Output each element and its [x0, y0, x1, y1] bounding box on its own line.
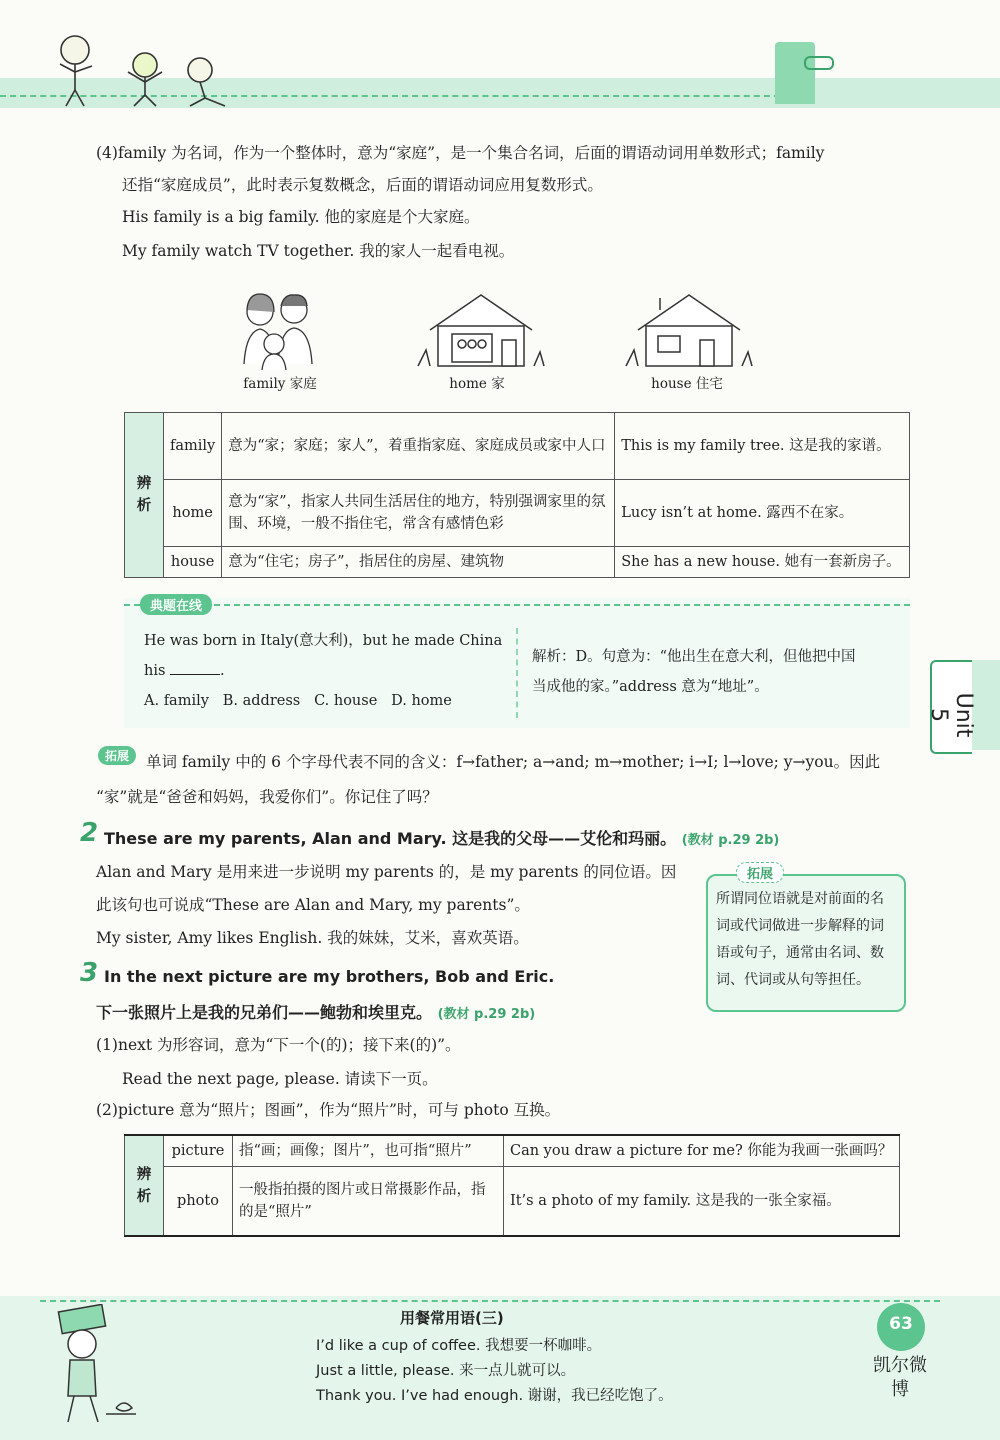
- extension-badge: 拓展: [98, 746, 136, 765]
- point3-text: (1)next 为形容词，意为“下一个(的)；接下来(的)”。: [96, 1036, 461, 1054]
- point2-text: Alan and Mary 是用来进一步说明 my parents 的，是 my parents 的同位语。因: [96, 863, 677, 881]
- example-sentence: His family is a big family. 他的家庭是个大家庭。: [122, 208, 480, 226]
- comparison-table-family-home-house: [124, 412, 910, 578]
- options-row: [144, 690, 452, 712]
- table-cell-example: Lucy isn’t at home. 露西不在家。: [615, 480, 910, 547]
- brand-label: 凯尔微博: [873, 1355, 927, 1400]
- note-text: 所谓同位语就是对前面的名词或代词做进一步解释的词语或句子，通常由名词、数词、代词或从句等担任。: [716, 891, 884, 988]
- table-side-label: 辨析: [125, 1135, 164, 1236]
- para-family-1: (4)family 为名词，作为一个整体时，意为“家庭”，是一个集合名词，后面的谓语动词用单数形式；family: [96, 144, 825, 162]
- answer-blank: [170, 660, 220, 675]
- point-heading-text: These are my parents, Alan and Mary. 这是我的父母——艾伦和玛丽。: [104, 829, 677, 848]
- table-row: [125, 480, 910, 547]
- kids-illustration: [40, 20, 240, 110]
- header-tab: [775, 42, 815, 104]
- footer-line: I’d like a cup of coffee. 我想要一杯咖啡。: [316, 1338, 602, 1354]
- footer-line: Thank you. I’ve had enough. 谢谢，我已经吃饱了。: [316, 1388, 673, 1404]
- comparison-table-picture-photo: [124, 1134, 900, 1237]
- table-cell-word: home: [164, 480, 222, 547]
- question-prefix: his: [144, 663, 166, 679]
- table-cell-word: house: [164, 547, 222, 578]
- paperclip-icon: [804, 56, 834, 70]
- point-heading-cn-text: 下一张照片上是我的兄弟们——鲍勃和埃里克。: [96, 1003, 433, 1022]
- point2-text: 此该句也可说成“These are Alan and Mary, my parents”。: [96, 896, 530, 914]
- boy-reading-illustration: [40, 1304, 150, 1430]
- extension-text: 单词 family 中的 6 个字母代表不同的含义：f→father; a→and; m→mother; i→I; l→love; y→you。因此: [146, 753, 881, 771]
- example-box-title: 典题在线: [140, 594, 212, 615]
- house-caption: house 住宅: [651, 376, 723, 392]
- footer-divider: [40, 1300, 940, 1302]
- table-cell-word: family: [164, 413, 222, 480]
- table-cell-example: This is my family tree. 这是我的家谱。: [615, 413, 910, 480]
- footer-title: 用餐常用语(三): [400, 1309, 504, 1327]
- table-cell-meaning: 指“画；画像；图片”，也可指“照片”: [233, 1135, 504, 1167]
- table-cell-meaning: 意为“住宅；房子”，指居住的房屋、建筑物: [222, 547, 615, 578]
- analysis-line: 解析：D。句意为：“他出生在意大利，但他把中国: [532, 649, 856, 665]
- table-cell-meaning: 意为“家；家庭；家人”，着重指家庭、家庭成员或家中人口: [222, 413, 615, 480]
- table-cell-example: It’s a photo of my family. 这是我的一张全家福。: [504, 1167, 900, 1237]
- family-illustration: [234, 284, 324, 370]
- textbook-ref: (教材 p.29 2b): [437, 1007, 536, 1022]
- note-title: 拓展: [736, 862, 784, 883]
- analysis-line: 当成他的家。”address 意为“地址”。: [532, 679, 769, 695]
- home-illustration: [416, 290, 546, 370]
- table-cell-word: picture: [164, 1135, 233, 1167]
- table-cell-example: Can you draw a picture for me? 你能为我画一张画吗？: [504, 1135, 900, 1167]
- extension-text: “家”就是“爸爸和妈妈，我爱你们”。你记住了吗？: [96, 788, 438, 806]
- table-side-label: 辨析: [125, 413, 164, 578]
- question-line: [144, 660, 225, 682]
- example-box-divider: [124, 604, 910, 606]
- point-heading: [104, 826, 779, 849]
- option-c: C. house: [314, 693, 378, 709]
- point3-example: Read the next page, please. 请读下一页。: [122, 1070, 438, 1088]
- point-heading: In the next picture are my brothers, Bob and Eric.: [104, 967, 555, 986]
- unit-label: Unit 5: [926, 692, 976, 738]
- family-caption: family 家庭: [243, 376, 317, 392]
- table-row: [125, 547, 910, 578]
- table-cell-word: photo: [164, 1167, 233, 1237]
- table-cell-meaning: 一般指拍摄的图片或日常摄影作品，指的是“照片”: [233, 1167, 504, 1237]
- question-line: He was born in Italy(意大利)，but he made China: [144, 633, 503, 649]
- table-row: [125, 413, 910, 480]
- point-number: 3: [80, 958, 99, 988]
- para-family-2: 还指“家庭成员”，此时表示复数概念，后面的谓语动词应用复数形式。: [122, 176, 603, 194]
- question-suffix: .: [220, 663, 225, 679]
- textbook-ref: (教材 p.29 2b): [681, 833, 780, 848]
- example-sentence: My family watch TV together. 我的家人一起看电视。: [122, 242, 515, 260]
- table-row: [125, 1135, 900, 1167]
- option-a: A. family: [144, 693, 209, 709]
- point-heading-cn: [96, 1000, 535, 1023]
- option-b: B. address: [222, 693, 301, 709]
- option-d: D. home: [391, 693, 452, 709]
- point-number: 2: [80, 818, 99, 848]
- home-caption: home 家: [449, 376, 505, 392]
- point3-text: (2)picture 意为“照片；图画”，作为“照片”时，可与 photo 互换。: [96, 1101, 561, 1119]
- table-cell-meaning: 意为“家”，指家人共同生活居住的地方，特别强调家里的氛围、环境，一般不指住宅，常含有感情色彩: [222, 480, 615, 547]
- point2-example: My sister, Amy likes English. 我的妹妹，艾米，喜欢英语。: [96, 929, 529, 947]
- house-illustration: [624, 290, 754, 370]
- page-number: 63: [889, 1314, 913, 1334]
- table-row: [125, 1167, 900, 1237]
- example-divider: [516, 628, 518, 718]
- footer-line: Just a little, please. 来一点儿就可以。: [316, 1363, 576, 1379]
- table-cell-example: She has a new house. 她有一套新房子。: [615, 547, 910, 578]
